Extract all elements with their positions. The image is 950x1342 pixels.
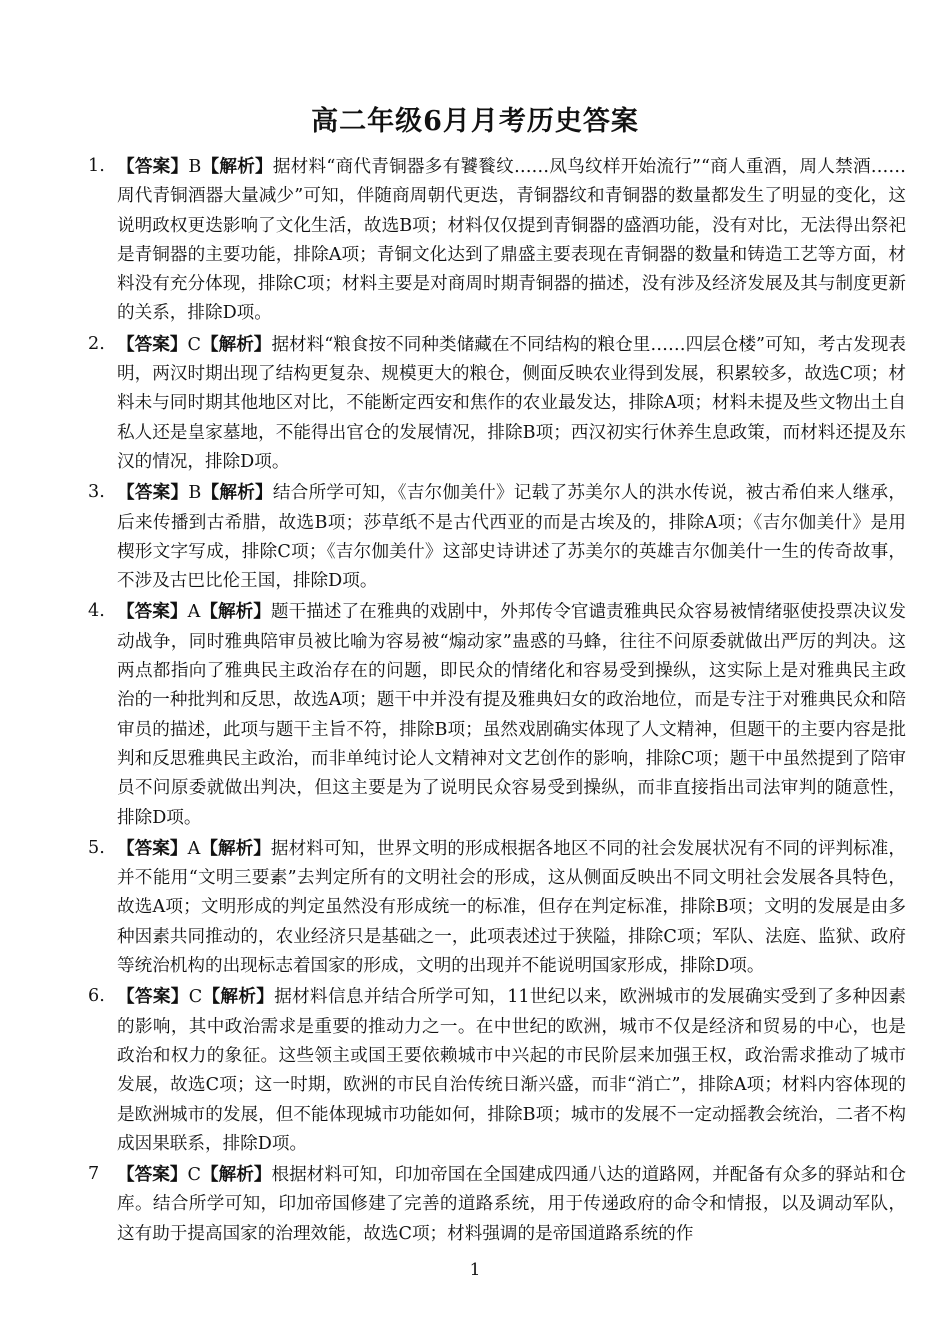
answer-letter: C bbox=[187, 1165, 201, 1186]
answer-item-7 bbox=[0, 1160, 950, 1249]
item-number: 6. bbox=[88, 986, 105, 1007]
answer-letter: A bbox=[187, 838, 201, 859]
answer-tag: 【答案】 bbox=[117, 601, 188, 623]
answer-tag: 【答案】 bbox=[117, 333, 188, 355]
item-number: 4. bbox=[88, 601, 105, 622]
analysis-tag: 【解析】 bbox=[200, 333, 272, 355]
analysis-text: 据材料“商代青铜器多有饕餮纹……凤鸟纹样开始流行”“商人重酒，周人禁酒……周代青铜酒器大量减少”可知，伴随商周朝代更迭，青铜器纹和青铜器的数量都发生了明显的变化，这说明政权更迭影响了文化生活，故选B项；材料仅仅提到青铜器的盛酒功能，没有对比，无法得出祭祀是青铜器的主要功能，排除A项；青铜文化达到了鼎盛主要表现在青铜器的数量和铸造工艺等方面，材料没有充分体现，排除C项；材料主要是对商周时期青铜器的描述，没有涉及经济发展及其与制度更新的关系，排除D项。 bbox=[117, 157, 906, 324]
item-number: 1. bbox=[88, 156, 105, 176]
answer-letter: C bbox=[188, 987, 203, 1008]
answer-tag: 【答案】 bbox=[117, 986, 189, 1008]
answer-item-1 bbox=[0, 152, 950, 329]
analysis-text: 结合所学可知，《吉尔伽美什》记载了苏美尔人的洪水传说，被古希伯来人继承，后来传播到古希腊，故选B项；莎草纸不是古代西亚的而是古埃及的，排除A项；《吉尔伽美什》是用楔形文字写成，排除C项；《吉尔伽美什》这部史诗讲述了苏美尔的英雄吉尔伽美什一生的传奇故事，不涉及古巴比伦王国，排除D项。 bbox=[117, 483, 906, 592]
answer-tag: 【答案】 bbox=[117, 156, 189, 177]
page-number: 1 bbox=[469, 1260, 481, 1280]
analysis-tag: 【解析】 bbox=[201, 482, 273, 504]
item-number: 7 bbox=[88, 1164, 100, 1185]
answer-tag: 【答案】 bbox=[117, 482, 189, 504]
answer-item-4 bbox=[0, 597, 950, 832]
analysis-tag: 【解析】 bbox=[202, 986, 275, 1008]
analysis-tag: 【解析】 bbox=[201, 156, 273, 177]
answer-item-2 bbox=[0, 330, 950, 477]
answer-item-6 bbox=[0, 982, 950, 1159]
analysis-text: 据材料可知，世界文明的形成根据各地区不同的社会发展状况有不同的评判标准，并不能用“文明三要素”去判定所有的文明社会的形成，这从侧面反映出不同文明社会发展各具特色，故选A项；文明形成的判定虽然没有形成统一的标准，但存在判定标准，排除B项；文明的发展是由多种因素共同推动的，农业经济只是基础之一，此项表述过于狭隘，排除C项；军队、法庭、监狱、政府等统治机构的出现标志着国家的形成，文明的出现并不能说明国家形成，排除D项。 bbox=[117, 838, 906, 977]
item-number: 2. bbox=[88, 333, 105, 354]
analysis-text: 据材料信息并结合所学可知，11世纪以来，欧洲城市的发展确实受到了多种因素的影响，其中政治需求是重要的推动力之一。在中世纪的欧洲，城市不仅是经济和贸易的中心，也是政治和权力的象征。这些领主或国王要依赖城市中兴起的市民阶层来加强王权，政治需求推动了城市发展，故选C项；这一时期，欧洲的市民自治传统日渐兴盛，而非“消亡”，排除A项；材料内容体现的是欧洲城市的发展，但不能体现城市功能如何，排除B项；城市的发展不一定动摇教会统治，二者不构成因果联系，排除D项。 bbox=[117, 987, 906, 1154]
answer-tag: 【答案】 bbox=[117, 1164, 188, 1186]
answer-item-3 bbox=[0, 478, 950, 596]
answer-letter: B bbox=[188, 483, 202, 504]
analysis-tag: 【解析】 bbox=[200, 1164, 272, 1186]
analysis-text: 根据材料可知，印加帝国在全国建成四通八达的道路网，并配备有众多的驿站和仓库。结合所学可知，印加帝国修建了完善的道路系统，用于传递政府的命令和情报，以及调动军队，这有助于提高国家的治理效能，故选C项；材料强调的是帝国道路系统的作 bbox=[117, 1165, 906, 1244]
answer-tag: 【答案】 bbox=[117, 837, 188, 859]
answer-letter: B bbox=[188, 157, 202, 177]
answer-item-5 bbox=[0, 834, 950, 981]
answer-letter: C bbox=[187, 334, 201, 355]
analysis-text: 题干描述了在雅典的戏剧中，外邦传令官谴责雅典民众容易被情绪驱使投票决议发动战争，同时雅典陪审员被比喻为容易被“煽动家”蛊惑的马蜂，往往不问原委就做出严厉的判决。这两点都指向了雅典民主政治存在的问题，即民众的情绪化和容易受到操纵，这实际上是对雅典民主政治的一种批判和反思，故选A项；题干中并没有提及雅典妇女的政治地位，而是专注于对雅典民众和陪审员的描述，此项与题干主旨不符，排除B项；虽然戏剧确实体现了人文精神，但题干的主要内容是批判和反思雅典民主政治，而非单纯讨论人文精神对文艺创作的影响，排除C项；题干中虽然提到了陪审员不问原委就做出判决，但这主要是为了说明民众容易受到操纵，而非直接指出司法审判的随意性，排除D项。 bbox=[117, 602, 906, 828]
item-number: 3. bbox=[88, 482, 105, 503]
analysis-tag: 【解析】 bbox=[200, 601, 271, 623]
page-title: 高二年级6月月考历史答案 bbox=[311, 106, 639, 137]
item-number: 5. bbox=[88, 837, 105, 858]
analysis-text: 据材料“粮食按不同种类储藏在不同结构的粮仓里……四层仓楼”可知，考古发现表明，两汉时期出现了结构更复杂、规模更大的粮仓，侧面反映农业得到发展，积累较多，故选C项；材料未与同时期其他地区对比，不能断定西安和焦作的农业最发达，排除A项；材料未提及些文物出土自私人还是皇家墓地，不能得出官仓的发展情况，排除B项；西汉初实行休养生息政策，而材料还提及东汉的情况，排除D项。 bbox=[117, 334, 906, 472]
answer-letter: A bbox=[187, 602, 201, 623]
answer-list bbox=[0, 152, 950, 1250]
analysis-tag: 【解析】 bbox=[200, 837, 271, 859]
